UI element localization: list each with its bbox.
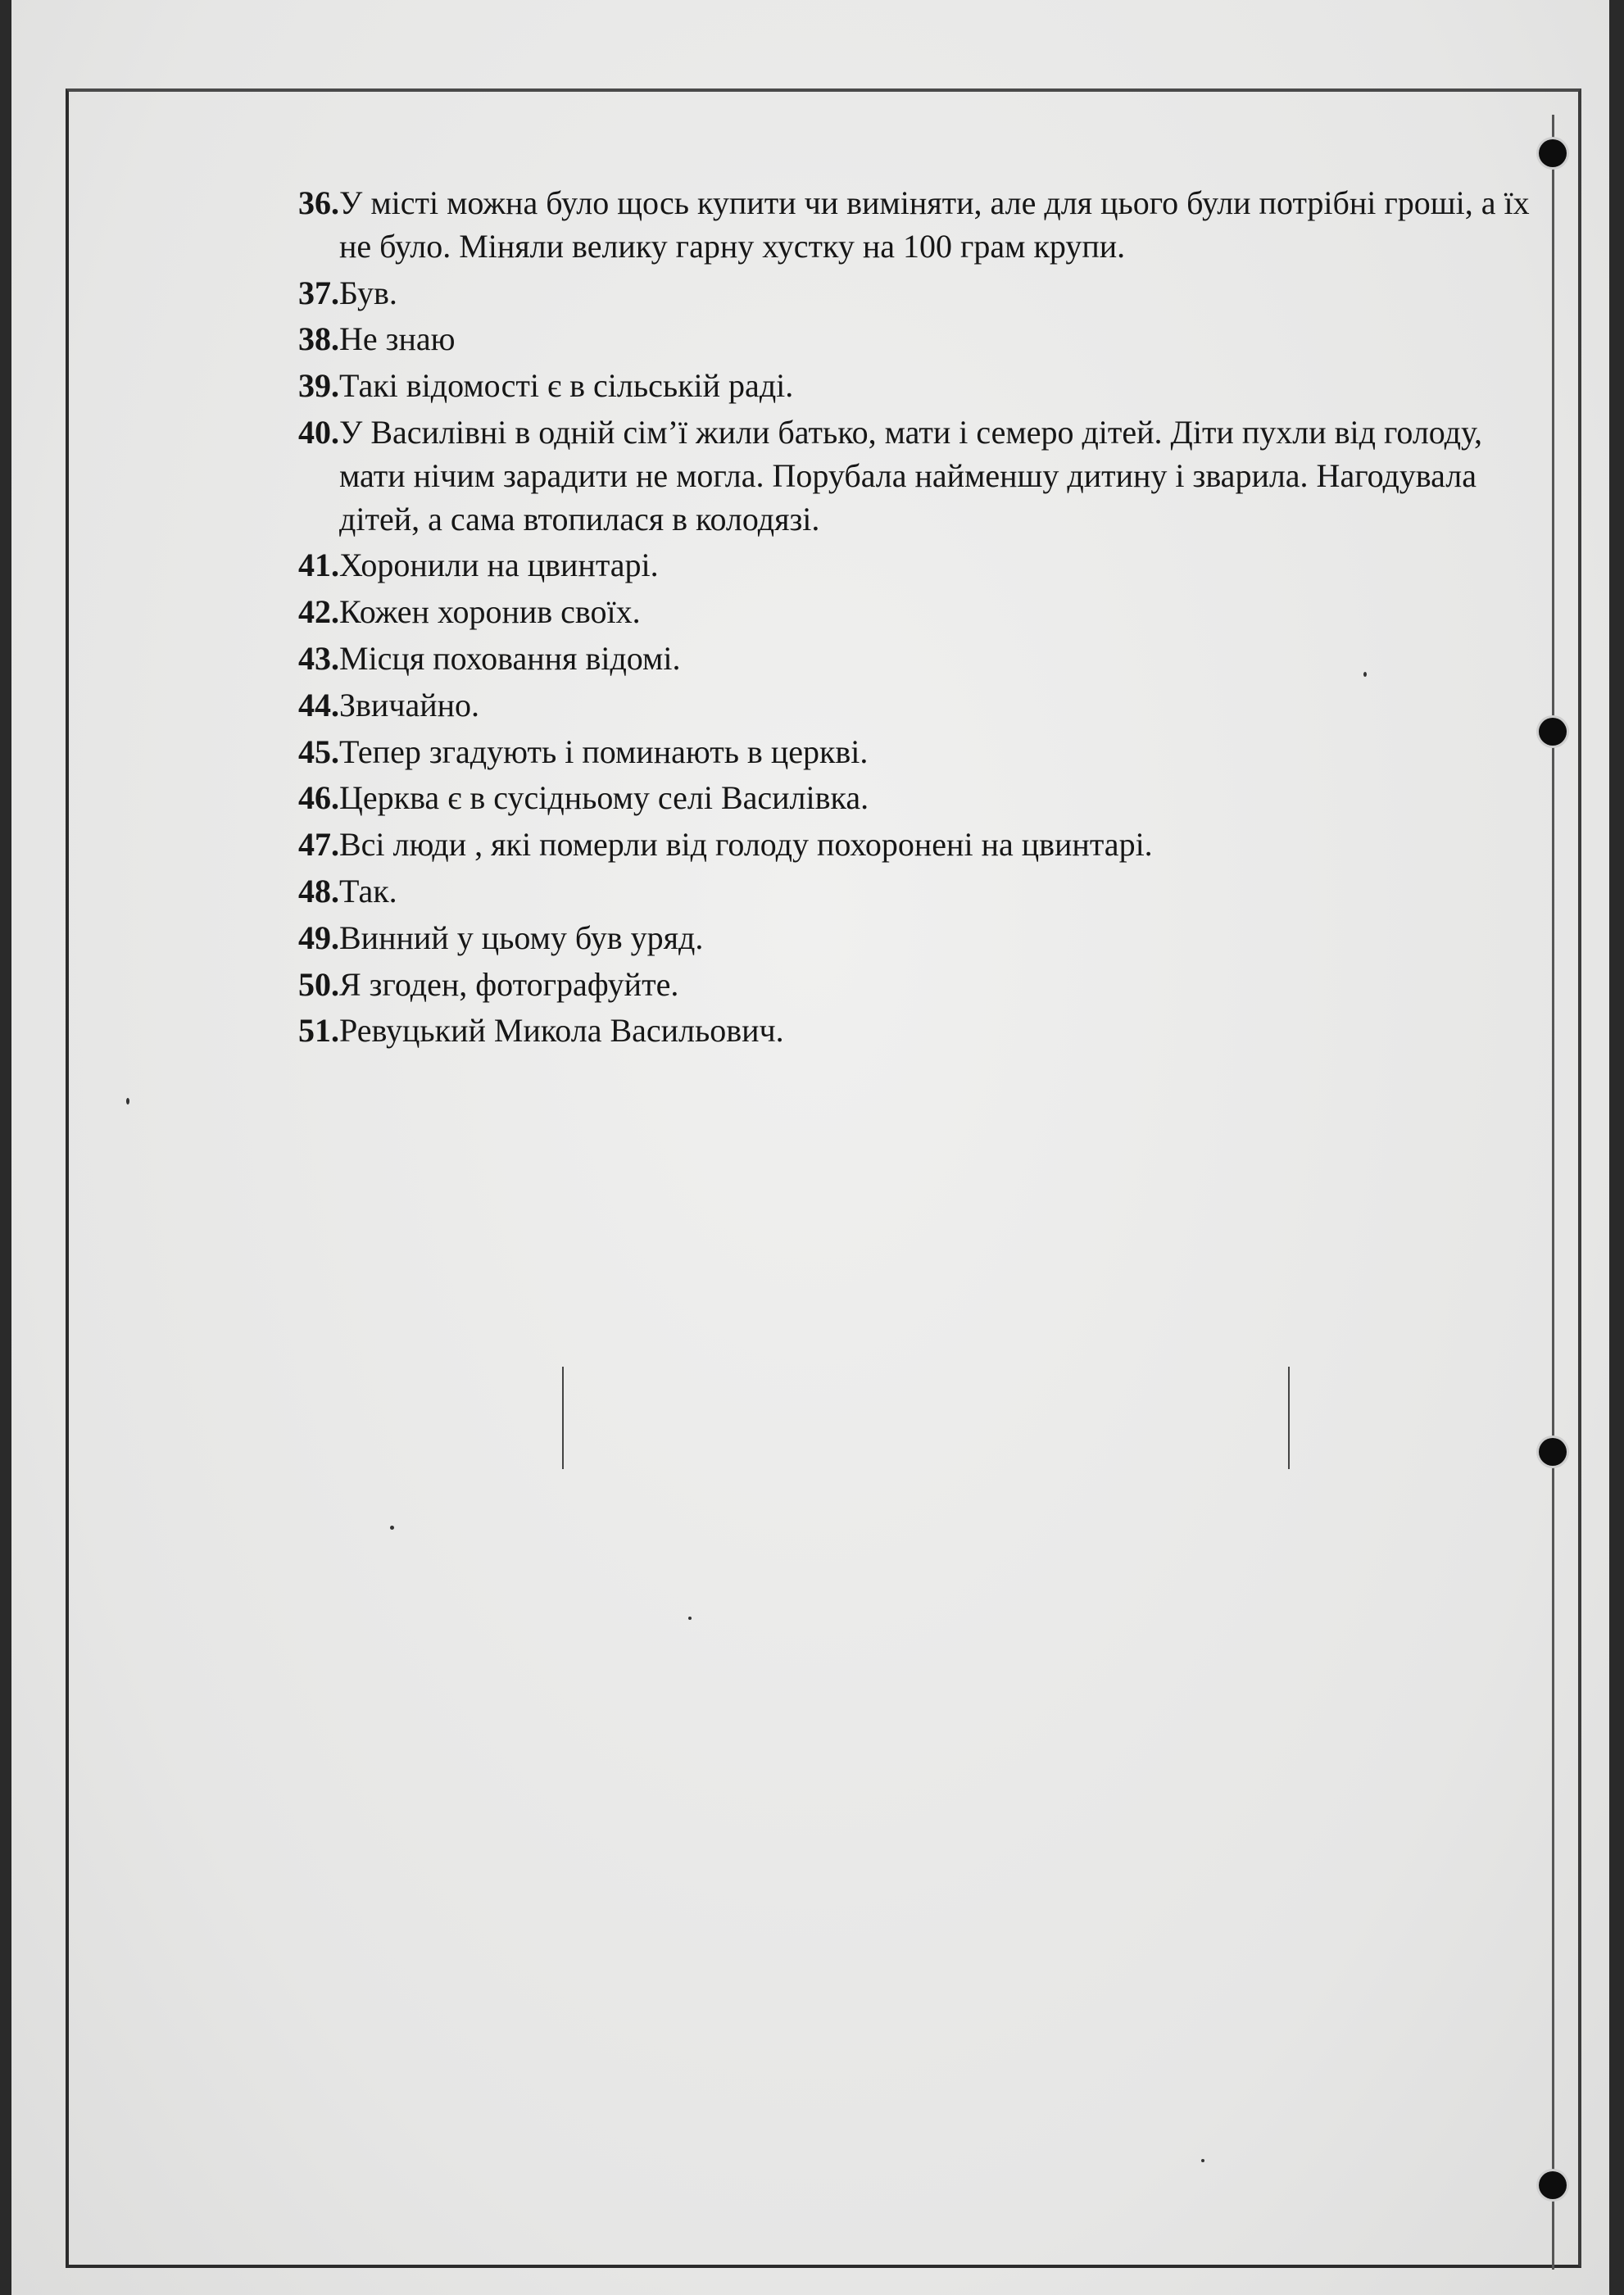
scanned-page (11, 0, 1609, 2295)
answer-text: Хоронили на цвинтарі. (339, 547, 659, 584)
answer-text: Ревуцький Микола Васильович. (339, 1012, 784, 1050)
answer-text: Так. (339, 872, 397, 909)
answer-number: 46. (298, 779, 339, 817)
answer-text: Був. (339, 274, 397, 311)
answer-text: Такі відомості є в сільській раді. (339, 367, 794, 405)
answer-item (298, 731, 1544, 774)
fold-mark (1288, 1367, 1290, 1469)
answer-number: 51. (298, 1012, 339, 1050)
answer-number: 36. (298, 184, 339, 221)
answer-item (298, 684, 1544, 728)
answer-item (298, 365, 1544, 408)
answer-item (298, 1009, 1544, 1053)
answer-list (298, 182, 1544, 1056)
answer-text: Я згоден, фотографуйте. (339, 965, 679, 1003)
answer-item (298, 917, 1544, 960)
answer-item (298, 272, 1544, 315)
answer-item (298, 777, 1544, 820)
answer-text: У Василівні в одній сім’ї жили батько, мати і семеро дітей. Діти пухли від голоду, мати нічим зарадити не могла. Порубала найменшу дитину і зварила. Нагодувала дітей, а сама втопилася в колодязі. (339, 413, 1482, 537)
answer-item (298, 964, 1544, 1007)
answer-number: 44. (298, 686, 339, 723)
answer-number: 49. (298, 918, 339, 956)
punch-hole (1539, 2171, 1567, 2199)
answer-text: Місця поховання відомі. (339, 639, 681, 677)
answer-text: У місті можна було щось купити чи виміняти, але для цього були потрібні гроші, а їх не було. Міняли велику гарну хустку на 100 грам крупи. (339, 184, 1530, 265)
punch-hole (1539, 1438, 1567, 1466)
answer-number: 45. (298, 732, 339, 770)
scan-speck (126, 1098, 129, 1104)
answer-text: Тепер згадують і поминають в церкві. (339, 732, 869, 770)
answer-item (298, 544, 1544, 587)
answer-item (298, 318, 1544, 361)
answer-number: 50. (298, 965, 339, 1003)
scan-speck (390, 1526, 394, 1530)
answer-number: 39. (298, 367, 339, 405)
scan-speck (688, 1617, 692, 1620)
answer-item (298, 411, 1544, 541)
page-border-inner-line (1552, 115, 1554, 2270)
answer-number: 47. (298, 826, 339, 864)
answer-item (298, 637, 1544, 681)
answer-text: Всі люди , які померли від голоду похоронені на цвинтарі. (339, 826, 1153, 864)
answer-text: Церква є в сусідньому селі Василівка. (339, 779, 869, 817)
answer-number: 38. (298, 320, 339, 358)
answer-text: Не знаю (339, 320, 456, 358)
punch-hole (1539, 139, 1567, 167)
answer-text: Винний у цьому був уряд. (339, 918, 704, 956)
answer-item (298, 182, 1544, 269)
answer-text: Кожен хоронив своїх. (339, 593, 641, 631)
answer-number: 37. (298, 274, 339, 311)
answer-item (298, 870, 1544, 914)
answer-number: 42. (298, 593, 339, 631)
answer-text: Звичайно. (339, 686, 480, 723)
answer-number: 43. (298, 639, 339, 677)
answer-number: 48. (298, 872, 339, 909)
scan-speck (1201, 2159, 1204, 2162)
fold-mark (562, 1367, 564, 1469)
answer-item (298, 823, 1544, 867)
answer-item (298, 591, 1544, 634)
answer-number: 41. (298, 547, 339, 584)
answer-number: 40. (298, 413, 339, 451)
